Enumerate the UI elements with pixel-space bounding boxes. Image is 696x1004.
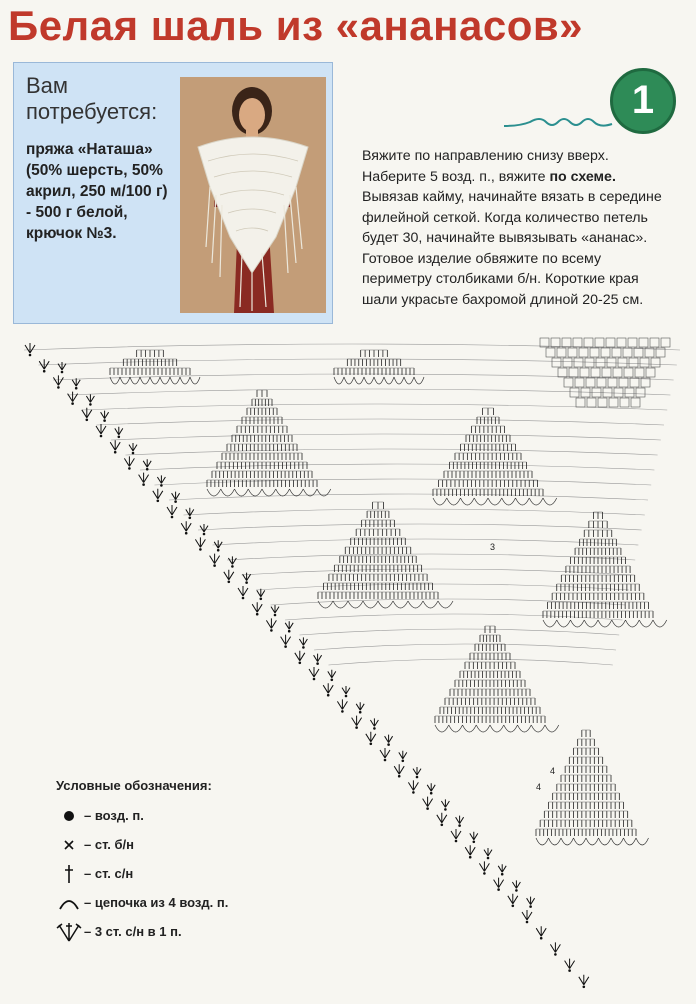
legend-title: Условные обозначения: [56, 778, 212, 793]
mesh-cell [620, 398, 629, 407]
fan-symbol [337, 699, 347, 712]
mesh-cell [608, 378, 617, 387]
mesh-cell [568, 348, 577, 357]
pineapple-motif [110, 350, 200, 384]
yarn-thread-icon [500, 110, 620, 134]
fan-symbol [314, 654, 322, 665]
legend [56, 778, 296, 946]
chart-row [97, 419, 665, 425]
mesh-cell [575, 378, 584, 387]
pineapple-motif [433, 408, 557, 505]
mesh-cell [618, 358, 627, 367]
chart-row [285, 614, 622, 620]
instructions-emphasis: по схеме. [549, 168, 616, 185]
mesh-cell [558, 368, 567, 377]
section-number-badge: 1 [610, 68, 676, 134]
fan-symbol [498, 864, 506, 875]
mesh-cell [597, 378, 606, 387]
fan-symbol [101, 411, 109, 422]
fan-symbol [408, 780, 418, 793]
mesh-cell [574, 358, 583, 367]
fan-symbol [224, 570, 234, 583]
fan-symbol [257, 589, 265, 600]
diagram-marker: 4 [550, 766, 556, 776]
fan-symbol [508, 894, 518, 907]
chart-row [184, 509, 645, 515]
dot-icon [56, 809, 82, 823]
mesh-cell [623, 348, 632, 357]
requirements-heading: Вам потребуется: [26, 73, 158, 124]
mesh-cell [595, 338, 604, 347]
fan-symbol [550, 942, 560, 955]
fan-symbol [512, 880, 520, 891]
mesh-cell [628, 338, 637, 347]
fan-symbol [423, 797, 433, 810]
cross-icon [56, 838, 82, 852]
mesh-cell [569, 368, 578, 377]
fan-symbol [266, 618, 276, 631]
fan-symbol [53, 375, 63, 388]
mesh-cell [612, 348, 621, 357]
diagram-marker: 4 [536, 782, 542, 792]
mesh-cell [598, 398, 607, 407]
fan-symbol [110, 440, 120, 453]
mesh-cell [587, 398, 596, 407]
fan-symbol [167, 505, 177, 518]
fan-symbol [465, 845, 475, 858]
fan-symbol [328, 670, 336, 681]
fan-symbol [228, 556, 236, 567]
mesh-cell [630, 378, 639, 387]
fan-symbol [366, 732, 376, 745]
pineapple-motif [543, 512, 667, 627]
fan-symbol [437, 813, 447, 826]
mesh-cell [640, 358, 649, 367]
mesh-cell [617, 338, 626, 347]
dagger-icon [56, 864, 82, 884]
mesh-cell [635, 368, 644, 377]
chart-row [39, 359, 677, 365]
instructions-text: Вяжите по направлению снизу вверх. Наберите 5 возд. п., вяжите по схеме. Вывязав кайму, начинайте вязать в середине филейной сеткой. Когда количество петель будет 30, начинайте вывязывать «ананас». Готовое изделие обвяжите по всему периметру столбиками б/н. Короткие края шали украсьте бахромой длиной 20-25 см. [362, 148, 662, 308]
legend-item [56, 917, 296, 946]
fan-symbol [441, 799, 449, 810]
fan-symbol [323, 683, 333, 696]
fan-symbol [356, 702, 364, 713]
fan-symbol [124, 456, 134, 469]
fan-symbol [129, 443, 137, 454]
fan-symbol [153, 489, 163, 502]
mesh-cell [639, 338, 648, 347]
legend-item [56, 859, 296, 888]
mesh-cell [546, 348, 555, 357]
diagram-marker: 3 [490, 542, 496, 552]
fan-symbol [522, 910, 532, 923]
pineapple-motif [536, 730, 649, 845]
fan-symbol [413, 767, 421, 778]
fan-symbol [380, 748, 390, 761]
chart-row [242, 569, 633, 575]
mesh-cell [631, 398, 640, 407]
fan-symbol [195, 537, 205, 550]
fan-symbol [527, 897, 535, 908]
pineapple-motif [334, 350, 424, 384]
fan-symbol [252, 602, 262, 615]
fan-symbol [210, 554, 220, 567]
legend-item [56, 888, 296, 917]
fan-symbol [186, 508, 194, 519]
mesh-cell [590, 348, 599, 357]
legend-item [56, 830, 296, 859]
mesh-cell [586, 378, 595, 387]
mesh-cell [563, 358, 572, 367]
mesh-cell [606, 338, 615, 347]
fan-symbol [394, 764, 404, 777]
fan-symbol [181, 521, 191, 534]
mesh-cell [601, 348, 610, 357]
fan-symbol [96, 424, 106, 437]
mesh-cell [551, 338, 560, 347]
mesh-cell [576, 398, 585, 407]
fan-symbol [536, 926, 546, 939]
mesh-cell [619, 378, 628, 387]
page-title: Белая шаль из «ананасов» [8, 2, 584, 49]
requirements-materials: пряжа «Наташа» (50% шерсть, 50% акрил, 250 м/100 г) - 500 г белой, крючок №3. [26, 141, 168, 242]
chart-row [213, 539, 639, 545]
legend-item [56, 801, 296, 830]
mesh-cell [602, 368, 611, 377]
fan-symbol [309, 667, 319, 680]
arc-icon [56, 896, 82, 910]
fan-symbol [299, 637, 307, 648]
fan-symbol [139, 473, 149, 486]
legend-label: – ст. с/н [84, 866, 134, 881]
chart-row [198, 524, 642, 530]
fan-symbol [470, 832, 478, 843]
pineapple-motif [207, 390, 331, 496]
fan-symbol [143, 459, 151, 470]
fan-symbol [427, 783, 435, 794]
requirements-box [13, 62, 333, 324]
fan-icon [56, 921, 82, 943]
fan-symbol [494, 878, 504, 891]
chart-row [314, 644, 616, 650]
mesh-cell [562, 338, 571, 347]
mesh-cell [557, 348, 566, 357]
fan-symbol [172, 492, 180, 503]
fan-symbol [385, 735, 393, 746]
fan-symbol [271, 605, 279, 616]
mesh-cell [651, 358, 660, 367]
fan-symbol [451, 829, 461, 842]
mesh-cell [650, 338, 659, 347]
mesh-cell [552, 358, 561, 367]
mesh-cell [584, 338, 593, 347]
fan-symbol [484, 848, 492, 859]
mesh-cell [570, 388, 579, 397]
chart-row [169, 494, 648, 500]
fan-symbol [370, 718, 378, 729]
mesh-cell [581, 388, 590, 397]
model-photo [180, 77, 326, 313]
fan-symbol [214, 540, 222, 551]
mesh-cell [613, 368, 622, 377]
mesh-cell [646, 368, 655, 377]
fan-symbol [352, 716, 362, 729]
mesh-cell [636, 388, 645, 397]
fan-symbol [115, 427, 123, 438]
fan-symbol [342, 686, 350, 697]
fan-symbol [68, 392, 78, 405]
fan-symbol [295, 651, 305, 664]
fan-symbol [479, 861, 489, 874]
mesh-cell [629, 358, 638, 367]
mesh-cell [573, 338, 582, 347]
fan-symbol [72, 378, 80, 389]
mesh-cell [540, 338, 549, 347]
chart-row [68, 389, 671, 395]
mesh-cell [661, 338, 670, 347]
legend-label: – ст. б/н [84, 837, 135, 852]
fan-symbol [281, 635, 291, 648]
mesh-cell [591, 368, 600, 377]
fan-symbol [86, 394, 94, 405]
fan-symbol [579, 975, 589, 988]
fan-symbol [399, 751, 407, 762]
fan-symbol [39, 359, 49, 372]
mesh-cell [624, 368, 633, 377]
fan-symbol [58, 362, 66, 373]
legend-label: – возд. п. [84, 808, 144, 823]
mesh-cell [579, 348, 588, 357]
chart-row [111, 434, 661, 440]
mesh-cell [614, 388, 623, 397]
chart-row [300, 629, 620, 635]
mesh-cell [634, 348, 643, 357]
legend-label: – 3 ст. с/н в 1 п. [84, 924, 182, 939]
pineapple-motif [435, 626, 559, 732]
fan-symbol [238, 586, 248, 599]
mesh-cell [609, 398, 618, 407]
mesh-cell [564, 378, 573, 387]
fan-symbol [285, 621, 293, 632]
fan-symbol [456, 816, 464, 827]
legend-label: – цепочка из 4 возд. п. [84, 895, 229, 910]
mesh-cell [645, 348, 654, 357]
mesh-cell [625, 388, 634, 397]
chart-row [126, 449, 658, 455]
fan-symbol [565, 959, 575, 972]
mesh-cell [580, 368, 589, 377]
